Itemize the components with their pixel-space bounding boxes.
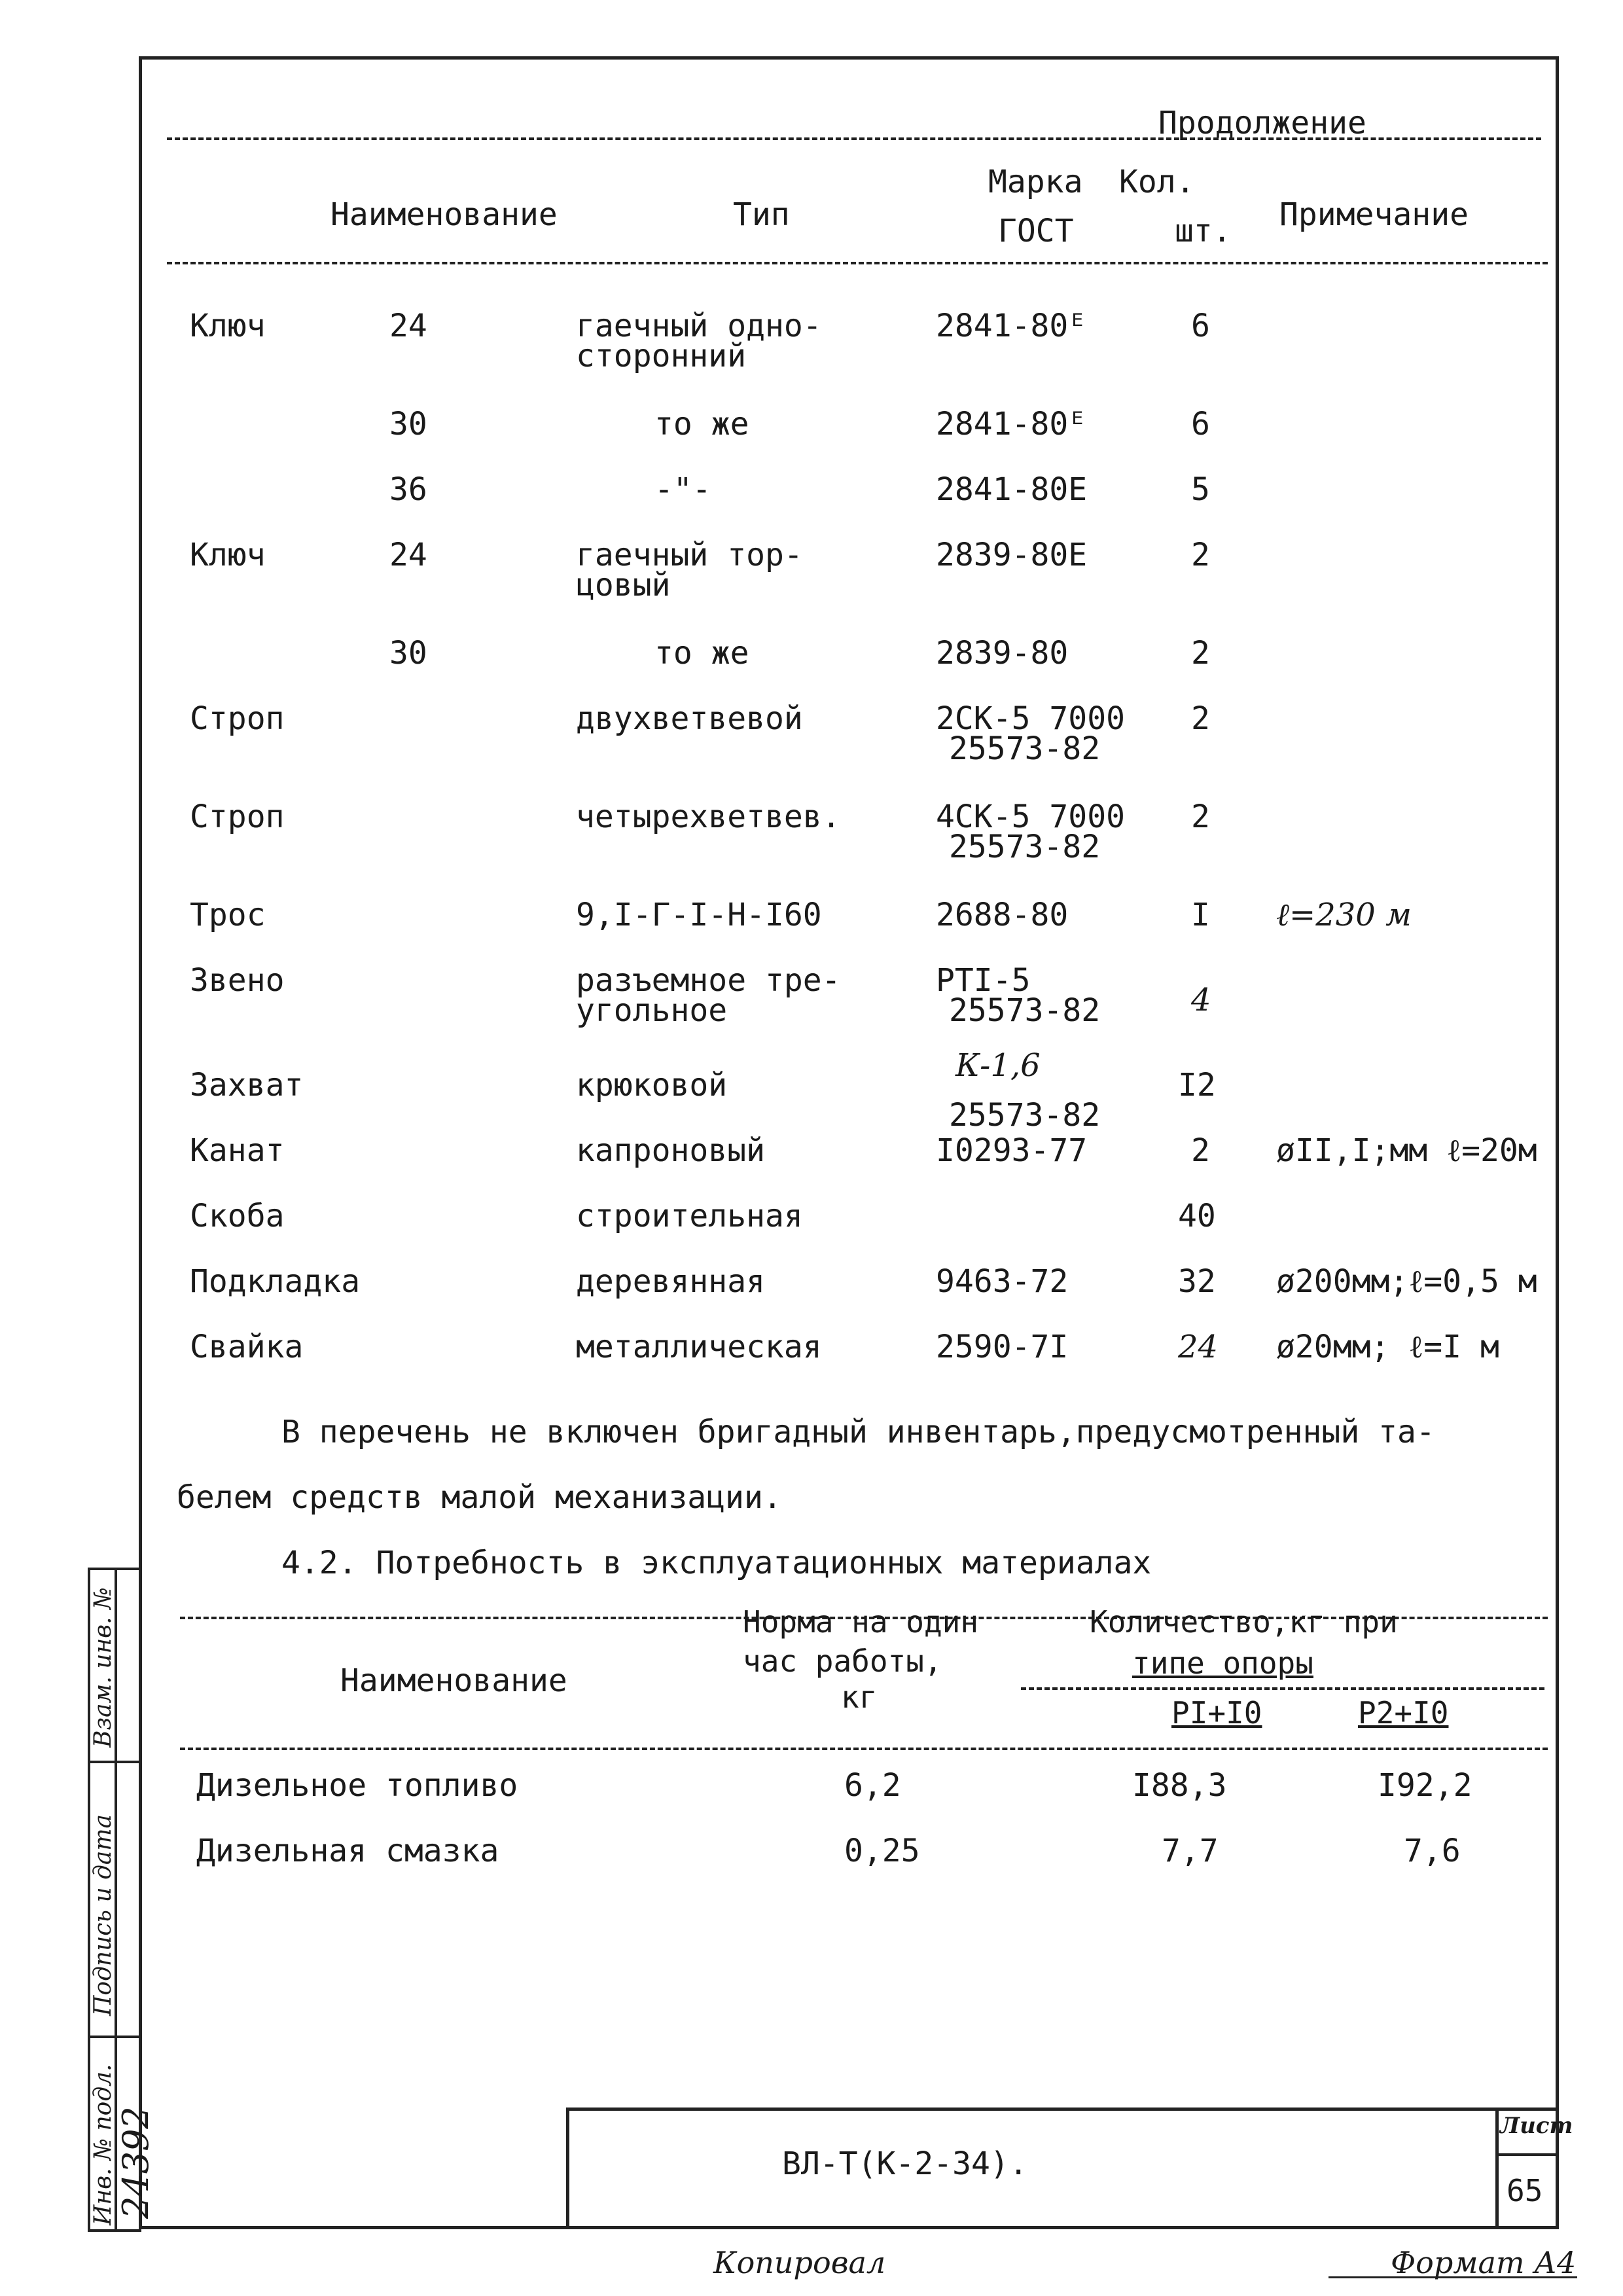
table1-cell-gost: 9463-72 [936,1263,1069,1300]
side-label-inv: Инв. № подл. [90,2064,116,2225]
t2-header-norm-3: кг [841,1679,878,1715]
t2-header-col-a: PI+I0 [1171,1695,1262,1731]
sheet-label: Лист [1500,2113,1573,2139]
table1-cell-type: -"- [654,471,711,508]
table1-cell-qty: I2 [1178,1067,1216,1103]
continuation-label: Продолжение [1158,105,1366,141]
table1-cell-qty: 24 [1178,1329,1219,1365]
table1-cell-type: 9,I-Г-I-Н-I60 [576,897,822,933]
table1-cell-gost: 2841-80E [936,471,1088,508]
table1-cell-qty: 2 [1191,700,1210,737]
table2-cell-b: I92,2 [1378,1767,1472,1804]
table1-cell-name: Свайка [190,1329,304,1365]
table1-cell-note: ℓ=230 м [1276,897,1412,933]
table1-cell-size: 30 [389,406,427,442]
col-header-name: Наименование [330,196,558,233]
table2-cell-norm: 0,25 [844,1833,920,1869]
t2-subheader-rule [1021,1687,1544,1690]
table1-cell-qty: 6 [1191,308,1210,344]
t2-header-norm-1: Норма на один [743,1604,979,1640]
side-divider-2 [88,2036,140,2038]
table1-cell-gost: 2СК-5 7000 [936,700,1125,737]
t2-header-name: Наименование [340,1662,567,1699]
table2-cell-b: 7,6 [1404,1833,1461,1869]
table1-cell-type-cont: сторонний [576,338,747,374]
t2-header-qty-2: типе опоры [1132,1645,1313,1681]
table1-cell-size: 36 [389,471,427,508]
col-header-gost-2: ГОСТ [998,213,1074,249]
table1-cell-type: разъемное тре- [576,962,841,999]
table1-cell-gost: 4СК-5 7000 [936,798,1125,835]
table2-cell-name: Дизельная смазка [196,1833,499,1869]
table1-cell-name: Захват [190,1067,304,1103]
table1-cell-gost: 2590-7I [936,1329,1069,1365]
table1-cell-gost: 2841-80ᴱ [936,308,1088,344]
table1-cell-qty: 32 [1178,1263,1216,1300]
table1-cell-gost: 2839-80E [936,537,1088,573]
t2-header-col-b: P2+I0 [1358,1695,1449,1731]
table2-cell-a: 7,7 [1162,1833,1219,1869]
table1-cell-type: капроновый [576,1132,765,1169]
col-header-qty-1: Кол. [1119,164,1195,200]
t2-header-qty-1: Количество,кг при [1090,1604,1398,1640]
table1-cell-note: øII,I;мм ℓ=20м [1276,1132,1537,1169]
table1-cell-gost-cont: 25573-82 [949,829,1101,865]
footer-copied: Копировал [713,2245,886,2280]
side-label-replace: Взам. инв. № [90,1587,116,1748]
table1-cell-type: металлическая [576,1329,822,1365]
table1-cell-size: 30 [389,635,427,672]
section-title: 4.2. Потребность в эксплуатационных материалах [281,1545,1152,1581]
footer-underline [1329,2276,1577,2278]
table1-cell-qty: 6 [1191,406,1210,442]
table1-cell-note: ø20мм; ℓ=I м [1276,1329,1499,1365]
table1-cell-type: строительная [576,1198,803,1234]
table1-cell-type: крюковой [576,1067,728,1103]
table2-cell-norm: 6,2 [844,1767,901,1804]
sheet-number: 65 [1507,2173,1543,2208]
table1-cell-gost: 2839-80 [936,635,1069,672]
col-header-note: Примечание [1279,196,1469,233]
table1-cell-type: гаечный тор- [576,537,803,573]
table2-header-rule [180,1748,1548,1750]
document-code: ВЛ-Т(К-2-34). [782,2145,1028,2182]
table1-cell-type: то же [654,635,749,672]
table1-cell-name: Подкладка [190,1263,361,1300]
table1-cell-type: гаечный одно- [576,308,822,344]
table1-cell-gost-cont: 25573-82 [949,730,1101,767]
table1-cell-size: 24 [389,537,427,573]
table1-cell-gost-cont: 25573-82 [949,992,1101,1029]
table1-cell-qty: 2 [1191,798,1210,835]
col-header-qty-2: шт. [1175,213,1232,249]
table1-cell-gost: 2841-80ᴱ [936,406,1088,442]
table1-cell-qty: 5 [1191,471,1210,508]
table1-cell-name: Трос [190,897,266,933]
table1-cell-gost-cont: 25573-82 [949,1097,1101,1134]
table1-cell-note: ø200мм;ℓ=0,5 м [1276,1263,1537,1300]
col-header-gost-1: Марка [988,164,1083,200]
table1-cell-gost: 2688-80 [936,897,1069,933]
table2-cell-a: I88,3 [1132,1767,1227,1804]
table1-cell-type: то же [654,406,749,442]
side-inv-number: 24392 [115,2106,156,2219]
t2-header-norm-2: час работы, [743,1643,942,1679]
table1-cell-name: Строп [190,798,285,835]
table1-cell-qty: 2 [1191,1132,1210,1169]
col-header-type: Тип [733,196,790,233]
table1-cell-qty: 2 [1191,537,1210,573]
table1-cell-gost: РТI-5 [936,962,1031,999]
title-block [566,2108,1559,2229]
table1-cell-name: Ключ [190,537,266,573]
table1-cell-size: 24 [389,308,427,344]
paragraph-line-1: В перечень не включен бригадный инвентарь,предусмотренный та- [281,1414,1435,1450]
table2-cell-name: Дизельное топливо [196,1767,518,1804]
table1-cell-gost: I0293-77 [936,1132,1088,1169]
side-label-sign: Подпись и дата [90,1814,116,2016]
table1-cell-qty: 4 [1191,982,1211,1018]
table1-cell-type-cont: цовый [576,567,671,603]
table1-cell-type-cont: угольное [576,992,728,1029]
table1-cell-qty: I [1191,897,1210,933]
table1-cell-type: двухветвевой [576,700,803,737]
table1-cell-type: четырехветвев. [576,798,841,835]
table1-cell-name: Ключ [190,308,266,344]
table1-cell-qty: 2 [1191,635,1210,672]
table1-cell-name: Звено [190,962,285,999]
header-dashed-rule [167,262,1548,264]
side-divider-1 [88,1761,140,1763]
paragraph-line-2: белем средств малой механизации. [177,1479,782,1516]
footer-format: Формат А4 [1391,2245,1577,2280]
table1-cell-name: Скоба [190,1198,285,1234]
table1-cell-name: Строп [190,700,285,737]
table1-cell-qty: 40 [1178,1198,1216,1234]
table1-cell-name: Канат [190,1132,285,1169]
table1-cell-type: деревянная [576,1263,765,1300]
table1-cell-gost: К-1,6 [955,1047,1041,1084]
sheet-divider [1495,2153,1559,2156]
